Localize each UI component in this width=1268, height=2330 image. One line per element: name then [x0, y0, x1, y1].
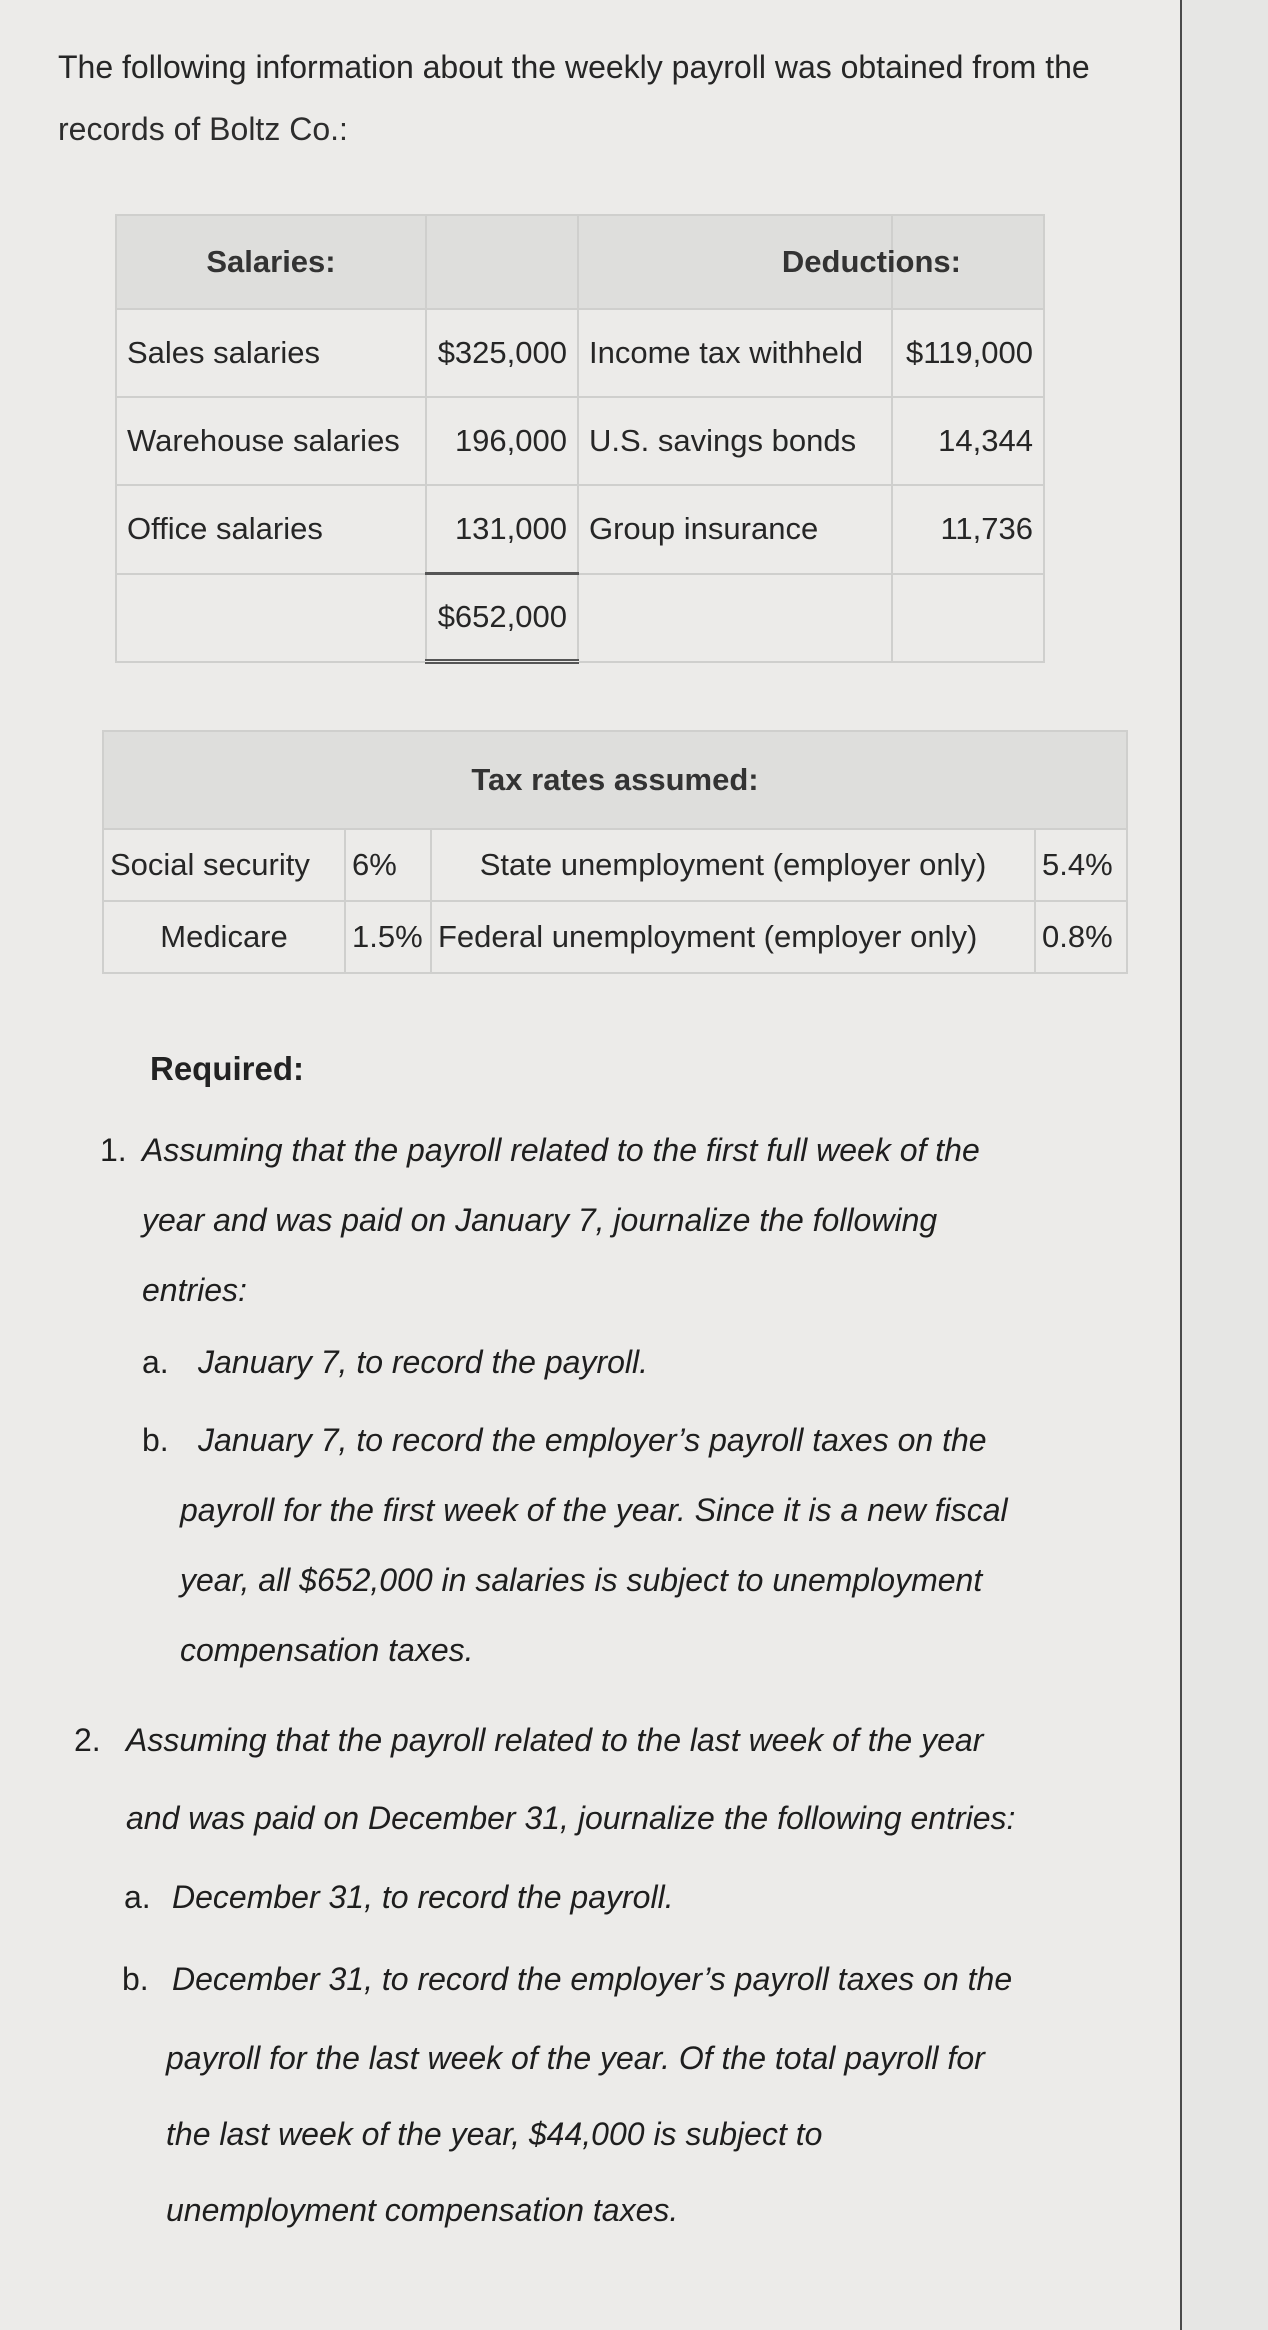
q1b-text-cont — [180, 1475, 1008, 1685]
empty-cell — [426, 215, 578, 309]
table-total-row — [116, 574, 1044, 662]
q2b-line: unemployment compensation taxes. — [166, 2192, 679, 2228]
salaries-deductions-table — [115, 214, 1045, 664]
q1a-line: January 7, to record the payroll. — [198, 1344, 649, 1380]
q2a-text — [172, 1862, 674, 1932]
empty-cell — [578, 574, 892, 662]
q1b-line: payroll for the first week of the year. Since it is a new fiscal — [180, 1492, 1008, 1528]
q1-line: entries: — [142, 1272, 247, 1308]
table-row — [116, 485, 1044, 574]
table-row — [116, 309, 1044, 397]
intro-line-2: records of Boltz Co.: — [58, 111, 348, 147]
tax-header-row — [103, 731, 1127, 829]
intro-line-1: The following information about the weekly payroll was obtained from the — [58, 49, 1090, 85]
tax-label: Medicare — [103, 901, 345, 973]
table-row — [103, 901, 1127, 973]
q2b-text-cont — [166, 2020, 985, 2248]
q1a-text — [198, 1327, 648, 1397]
empty-cell — [892, 574, 1044, 662]
tax-rates-header: Tax rates assumed: — [103, 731, 1127, 829]
q1-line: Assuming that the payroll related to the first full week of the — [142, 1132, 980, 1168]
deduction-label: U.S. savings bonds — [578, 397, 892, 485]
deduction-label: Group insurance — [578, 485, 892, 574]
q2b-marker: b. — [122, 1961, 149, 1997]
q1-text — [142, 1115, 980, 1325]
q1-line: year and was paid on January 7, journalize the following — [142, 1202, 938, 1238]
tax-label: Social security — [103, 829, 345, 901]
q2-line: Assuming that the payroll related to the last week of the year — [126, 1722, 984, 1758]
q2b-line: payroll for the last week of the year. Of the total payroll for — [166, 2040, 985, 2076]
q2b-line: the last week of the year, $44,000 is subject to — [166, 2116, 823, 2152]
tax-rate: 6% — [345, 829, 431, 901]
salaries-header: Salaries: — [116, 215, 426, 309]
deduction-label: Income tax withheld — [578, 309, 892, 397]
table-row — [116, 397, 1044, 485]
q1a-marker: a. — [142, 1344, 169, 1380]
intro-paragraph — [58, 36, 1128, 160]
q1b-line: compensation taxes. — [180, 1632, 474, 1668]
salary-label: Office salaries — [116, 485, 426, 574]
salary-label: Warehouse salaries — [116, 397, 426, 485]
q2-line: and was paid on December 31, journalize the following entries: — [126, 1800, 1016, 1836]
deduction-amount: $119,000 — [892, 309, 1044, 397]
tax-rate: 0.8% — [1035, 901, 1127, 973]
q2-number: 2. — [74, 1722, 101, 1758]
q1b-line: year, all $652,000 in salaries is subject to unemployment — [180, 1562, 983, 1598]
required-heading: Required: — [150, 1050, 305, 1087]
salary-amount: 196,000 — [426, 397, 578, 485]
q1b-marker: b. — [142, 1422, 169, 1458]
table-row — [103, 829, 1127, 901]
q1b-text — [198, 1405, 987, 1475]
q2b-line: December 31, to record the employer’s payroll taxes on the — [172, 1961, 1013, 1997]
empty-cell — [116, 574, 426, 662]
deduction-amount: 11,736 — [892, 485, 1044, 574]
tax-rates-table — [102, 730, 1128, 974]
salary-label: Sales salaries — [116, 309, 426, 397]
table-header-row — [116, 215, 1044, 309]
deductions-header: Deductions: — [578, 215, 892, 309]
q1b-line: January 7, to record the employer’s payroll taxes on the — [198, 1422, 987, 1458]
tax-rate: 5.4% — [1035, 829, 1127, 901]
tax-label: Federal unemployment (employer only) — [431, 901, 1035, 973]
q2-text — [126, 1705, 1015, 1853]
tax-rate: 1.5% — [345, 901, 431, 973]
q2a-marker: a. — [124, 1879, 151, 1915]
salary-total: $652,000 — [426, 574, 578, 662]
q2a-line: December 31, to record the payroll. — [172, 1879, 674, 1915]
tax-label: State unemployment (employer only) — [431, 829, 1035, 901]
salary-amount: 131,000 — [426, 485, 578, 574]
deduction-amount: 14,344 — [892, 397, 1044, 485]
salary-amount: $325,000 — [426, 309, 578, 397]
q2b-text — [172, 1944, 1012, 2014]
q1-number: 1. — [100, 1132, 127, 1168]
